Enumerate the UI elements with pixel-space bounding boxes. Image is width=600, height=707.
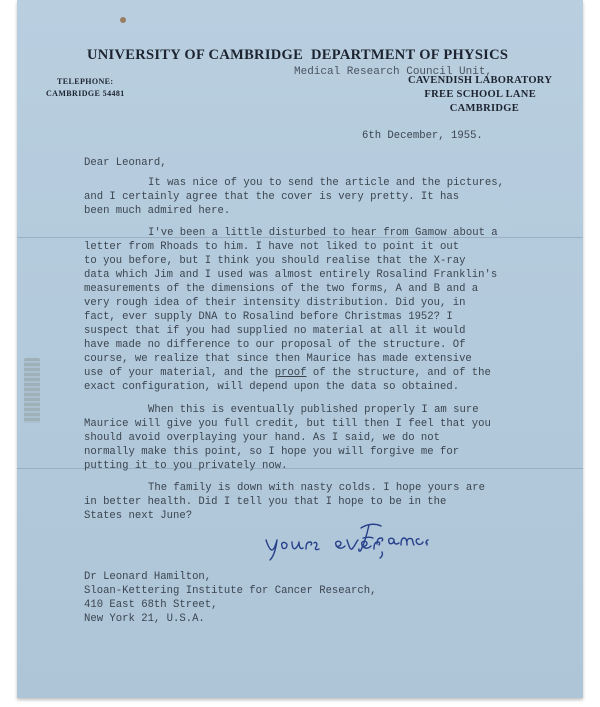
recipient-address-line: 410 East 68th Street, — [84, 599, 218, 611]
body-line: I've been a little disturbed to hear from Gamow about a — [148, 227, 498, 239]
letterhead-mrc-unit: Medical Research Council Unit, — [294, 66, 493, 78]
body-line: letter from Rhoads to him. I have not liked to point it out — [84, 241, 460, 253]
body-line: Maurice will give you full credit, but till then I feel that you — [84, 418, 491, 430]
telephone-number: CAMBRIDGE 54481 — [46, 89, 125, 98]
body-line: When this is eventually published properly I am sure — [148, 404, 479, 416]
recipient-address-line: New York 21, U.S.A. — [84, 613, 205, 625]
body-line: data which Jim and I used was almost entirely Rosalind Franklin's — [84, 269, 498, 281]
body-line: fact, ever supply DNA to Rosalind before Christmas 1952? I — [84, 311, 453, 323]
archive-stamp-mark — [24, 358, 40, 423]
letterhead-street: FREE SCHOOL LANE — [424, 89, 536, 100]
body-line: to you before, but I think you should realise that the X-ray — [84, 255, 466, 267]
body-line-start: use of your material, and the — [84, 367, 275, 379]
letterhead-lab: CAVENDISH LABORATORY — [408, 75, 553, 86]
letterhead-university: UNIVERSITY OF CAMBRIDGE — [87, 47, 304, 63]
body-line: measurements of the dimensions of the two forms, A and B and a — [84, 283, 479, 295]
body-line: in better health. Did I tell you that I hope to be in the — [84, 496, 447, 508]
recipient-address-line: Dr Leonard Hamilton, — [84, 571, 212, 583]
body-line: course, we realize that since then Maurice has made extensive — [84, 353, 472, 365]
letterhead-department: DEPARTMENT OF PHYSICS — [311, 47, 509, 63]
handwritten-signature — [355, 518, 435, 558]
body-line: It was nice of you to send the article and the pictures, — [148, 177, 505, 189]
body-line: have made no difference to our proposal of the structure. Of — [84, 339, 466, 351]
pin-hole-mark — [120, 17, 126, 23]
telephone-label: TELEPHONE: — [57, 77, 114, 86]
body-line: States next June? — [84, 510, 193, 522]
body-line: normally make this point, so I hope you will forgive me for — [84, 446, 460, 458]
body-line: should avoid overplaying your hand. As I said, we do not — [84, 432, 441, 444]
proof-underlined-word: proof — [274, 367, 307, 379]
letter-date: 6th December, 1955. — [362, 130, 483, 142]
body-line: suspect that if you had supplied no material at all it would — [84, 325, 466, 337]
letterhead-city: CAMBRIDGE — [449, 103, 519, 114]
body-line: putting it to you privately now. — [84, 460, 288, 472]
body-line: The family is down with nasty colds. I hope yours are — [148, 482, 485, 494]
body-line-end: of the structure, and of the — [306, 367, 491, 379]
body-line: exact configuration, will depend upon the data so obtained. — [84, 381, 460, 393]
body-line: been much admired here. — [84, 205, 231, 217]
body-line-with-proof — [84, 367, 491, 379]
recipient-address-line: Sloan-Kettering Institute for Cancer Research, — [84, 585, 377, 597]
body-line: and I certainly agree that the cover is very pretty. It has — [84, 191, 460, 203]
body-line: very rough idea of their intensity distribution. Did you, in — [84, 297, 466, 309]
salutation: Dear Leonard, — [84, 157, 167, 169]
